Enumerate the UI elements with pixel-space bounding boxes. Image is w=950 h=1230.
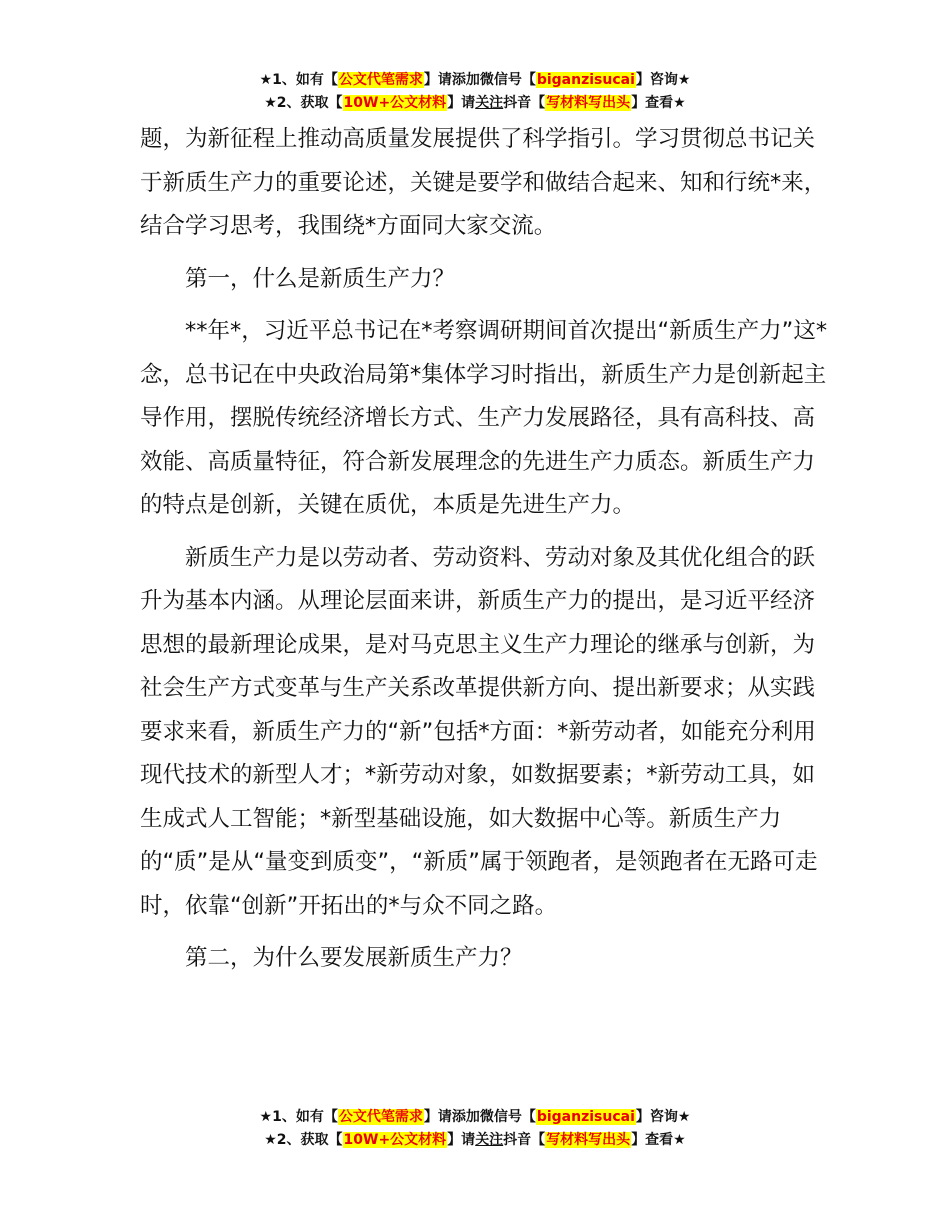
header-highlight-materials: 10W+公文材料 (343, 95, 447, 111)
header-banner (0, 69, 950, 115)
footer-follow-text: 关注 (475, 1132, 504, 1148)
header-highlight-service: 公文代笔需求 (338, 72, 423, 88)
header-line-2-suffix: 】查看★ (631, 95, 686, 111)
footer-highlight-service: 公文代笔需求 (338, 1109, 423, 1125)
document-body (140, 118, 830, 981)
header-line-1-suffix: 】咨询★ (635, 72, 691, 88)
footer-banner (0, 1106, 950, 1152)
header-line-1 (0, 69, 950, 92)
footer-highlight-wechat: biganzisucai (536, 1109, 635, 1125)
footer-line-1-mid: 】请添加微信号【 (423, 1109, 536, 1125)
footer-highlight-douyin: 写材料写出头 (546, 1132, 631, 1148)
header-line-2-mid-2: 抖音【 (503, 95, 546, 111)
footer-line-2-suffix: 】查看★ (631, 1132, 686, 1148)
header-follow-text: 关注 (475, 95, 504, 111)
footer-line-2-mid: 】请 (447, 1132, 476, 1148)
paragraph-definition: **年*，习近平总书记在*考察调研期间首次提出“新质生产力”这*念，总书记在中央政治局第*集体学习时指出，新质生产力是创新起主导作用，摆脱传统经济增长方式、生产力发展路径，具有高科技、高效能、高质量特征，符合新发展理念的先进生产力质态。新质生产力的特点是创新，关键在质优，本质是先进生产力。 (140, 318, 828, 518)
paragraph-connotation: 新质生产力是以劳动者、劳动资料、劳动对象及其优化组合的跃升为基本内涵。从理论层面来讲，新质生产力的提出，是习近平经济思想的最新理论成果，是对马克思主义生产力理论的继承与创新，为社会生产方式变革与生产关系改革提供新方向、提出新要求；从实践要求来看，新质生产力的“新”包括*方面：*新劳动者，如能充分利用现代技术的新型人才；*新劳动对象，如数据要素；*新劳动工具，如生成式人工智能；*新型基础设施，如大数据中心等。新质生产力的“质”是从“量变到质变”，“新质”属于领跑者，是领跑者在无路可走时，依靠“创新”开拓出的*与众不同之路。 (140, 544, 818, 919)
footer-line-1-prefix: ★1、如有【 (259, 1109, 338, 1125)
footer-line-1-suffix: 】咨询★ (635, 1109, 691, 1125)
section-heading-2: 第二，为什么要发展新质生产力？ (185, 945, 523, 971)
footer-line-2-prefix: ★2、获取【 (264, 1132, 343, 1148)
header-line-2 (0, 92, 950, 115)
paragraph-continuation: 题，为新征程上推动高质量发展提供了科学指引。学习贯彻总书记关于新质生产力的重要论述，关键是要学和做结合起来、知和行统*来，结合学习思考，我围绕*方面同大家交流。 (140, 126, 827, 239)
footer-highlight-materials: 10W+公文材料 (343, 1132, 447, 1148)
header-highlight-wechat: biganzisucai (536, 72, 635, 88)
section-heading-1: 第一，什么是新质生产力？ (185, 265, 456, 292)
header-line-1-prefix: ★1、如有【 (259, 72, 338, 88)
footer-line-1 (0, 1106, 950, 1129)
footer-line-2-mid-2: 抖音【 (503, 1132, 546, 1148)
header-line-2-mid: 】请 (447, 95, 476, 111)
footer-line-2 (0, 1129, 950, 1152)
header-line-2-prefix: ★2、获取【 (264, 95, 343, 111)
header-highlight-douyin: 写材料写出头 (546, 95, 631, 111)
header-line-1-mid: 】请添加微信号【 (423, 72, 536, 88)
